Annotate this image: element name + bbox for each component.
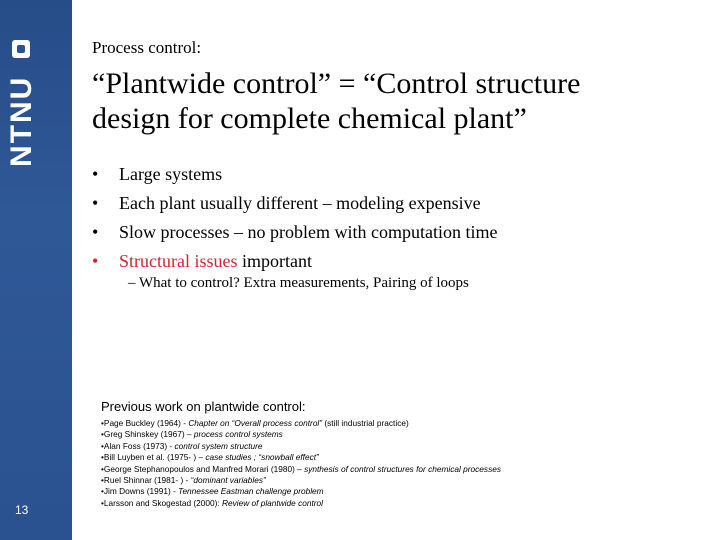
reference-item xyxy=(101,464,701,475)
bullet-dot: • xyxy=(92,193,99,213)
sidebar xyxy=(0,0,72,540)
reference-item xyxy=(101,441,701,452)
bullet-item xyxy=(92,192,702,221)
ref-italic: Tennessee Eastman challenge problem xyxy=(178,486,324,497)
ref-text: •Greg Shinskey (1967) – xyxy=(101,429,194,440)
title-line-1: “Plantwide control” = “Control structure xyxy=(92,67,581,100)
slide-subtitle: Process control: xyxy=(92,38,202,57)
page-number: 13 xyxy=(15,503,29,517)
logo-text: NTNU xyxy=(5,75,38,167)
bullet-text: Large systems xyxy=(119,164,223,184)
ref-italic: process control systems xyxy=(193,429,283,440)
ref-text: •Jim Downs (1991) - xyxy=(101,486,179,497)
bullet-dot: • xyxy=(92,251,99,271)
title-line-2: design for complete chemical plant” xyxy=(92,102,527,135)
reference-item xyxy=(101,429,701,440)
previous-work-heading: Previous work on plantwide control: xyxy=(101,399,306,414)
ref-text: •Page Buckley (1964) - xyxy=(101,418,189,428)
ref-italic: synthesis of control structures for chemical processes xyxy=(304,463,501,474)
ref-italic: Chapter on “Overall process control” xyxy=(188,418,323,428)
slide-title xyxy=(92,66,702,136)
ref-text: (still industrial practice) xyxy=(322,418,409,428)
ref-text: •George Stephanopoulos and Manfred Morari (1980) – xyxy=(101,463,305,474)
bullet-list xyxy=(92,163,702,279)
ntnu-logo-icon xyxy=(12,40,30,58)
bullet-dot: • xyxy=(92,164,99,184)
ref-italic: “dominant variables” xyxy=(190,475,266,486)
reference-item xyxy=(101,486,701,497)
ref-italic: Review of plantwide control xyxy=(221,497,323,508)
sub-bullet: – What to control? Extra measurements, Pairing of loops xyxy=(128,275,469,291)
reference-item xyxy=(101,452,701,463)
reference-item xyxy=(101,498,701,509)
reference-item xyxy=(101,475,701,486)
ref-text: •Bill Luyben et al. (1975- ) – xyxy=(101,452,206,463)
reference-list xyxy=(101,418,701,509)
bullet-text: Slow processes – no problem with computation time xyxy=(119,222,498,242)
bullet-text: Each plant usually different – modeling expensive xyxy=(119,193,481,213)
bullet-item xyxy=(92,221,702,250)
ref-italic: case studies ; “snowball effect” xyxy=(205,452,319,463)
ref-text: •Ruel Shinnar (1981- ) - xyxy=(101,475,191,486)
ref-italic: control system structure xyxy=(174,440,263,451)
reference-item xyxy=(101,418,701,429)
bullet-item xyxy=(92,163,702,192)
bullet-dot: • xyxy=(92,222,99,242)
bullet-text: important xyxy=(237,251,312,271)
ref-text: •Larsson and Skogestad (2000): xyxy=(101,497,222,508)
ref-text: •Alan Foss (1973) - xyxy=(101,440,175,451)
bullet-text-highlight: Structural issues xyxy=(119,251,238,271)
